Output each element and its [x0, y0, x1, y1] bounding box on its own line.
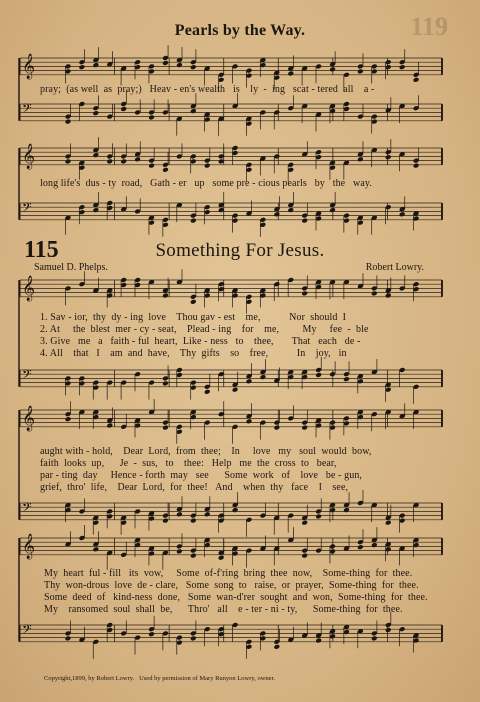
author-credit: Samuel D. Phelps. — [34, 262, 108, 273]
copyright-notice: Copyright,1899, by Robert Lowry. Used by permission of Mary Runyon Lowry, owner. — [44, 675, 275, 682]
svg-text:𝄞: 𝄞 — [22, 406, 36, 431]
svg-text:𝄢: 𝄢 — [22, 622, 32, 640]
svg-text:𝄞: 𝄞 — [22, 54, 36, 79]
hymn-title: Something For Jesus. — [155, 240, 325, 261]
page-number: 119 — [410, 12, 448, 41]
stanza-line-11: Some deed of kind-ness done, Some wan-d'rer sought and won, Some-thing for thee. — [44, 592, 428, 603]
stanza-line-2: 2. At the blest mer - cy - seat, Plead - ing for me, My fee - ble — [40, 324, 369, 335]
stanza-line-3: 3. Give me a faith - ful heart, Like - ness to thee, That each de - — [40, 336, 361, 347]
stanza-line-1: 1. Sav - ior, thy dy - ing love Thou gav - est me, Nor should I — [40, 312, 347, 323]
stanza-line-10: Thy won-drous love de - clare, Some song to raise, or prayer, Some-thing for thee. — [44, 580, 419, 591]
svg-text:𝄞: 𝄞 — [22, 534, 36, 559]
stanza-line-5: aught with - hold, Dear Lord, from thee; In love my soul would bow, — [40, 446, 372, 457]
hymn-number: 115 — [24, 237, 59, 263]
svg-text:𝄢: 𝄢 — [22, 101, 32, 119]
stanza-line-8: grief, thro' life, Dear Lord, for thee! And when thy face I see, — [40, 482, 349, 493]
composer-credit: Robert Lowry. — [365, 262, 424, 273]
svg-text:𝄞: 𝄞 — [22, 276, 36, 301]
stanza-line-12: My ransomed soul shall be, Thro' all e - ter - ni - ty, Some-thing for thee. — [44, 604, 403, 615]
stanza-line-4: 4. All that I am and have, Thy gifts so free, In joy, in — [40, 348, 347, 359]
svg-text:𝄢: 𝄢 — [22, 367, 32, 385]
svg-text:𝄢: 𝄢 — [22, 200, 32, 218]
stanza-line-7: par - ting day Hence - forth may see Some work of love be - gun, — [40, 470, 363, 481]
svg-text:𝄞: 𝄞 — [22, 144, 36, 169]
previous-hymn-title: Pearls by the Way. — [174, 22, 306, 39]
stanza-line-6: faith looks up, Je - sus, to thee: Help me the cross to bear, — [40, 458, 337, 469]
top-lyric-line-2: long life's dus - ty road, Gath - er up some pre - cious pearls by the way. — [40, 178, 372, 189]
svg-text:𝄢: 𝄢 — [22, 500, 32, 518]
stanza-line-9: My heart ful - fill its vow, Some of-f'ring bring thee now, Some-thing for thee. — [44, 568, 413, 579]
top-lyric-line-1: pray; (as well as pray;) Heav - en's wealth is ly - ing scat - tered all a - — [40, 84, 375, 95]
